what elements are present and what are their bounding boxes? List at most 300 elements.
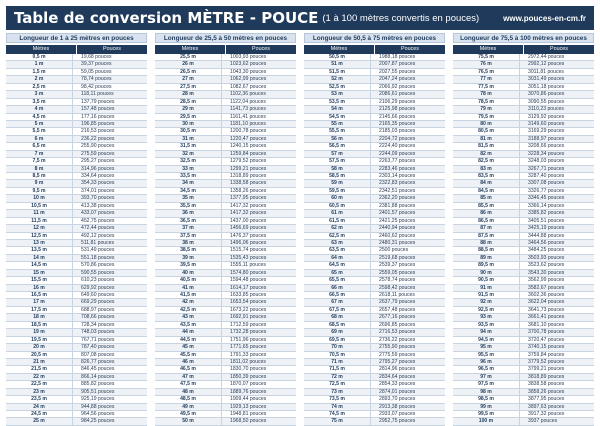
table-row [155,106,296,113]
cell-inches: 393,70 pouces [81,195,115,202]
cell-inches: 2007,87 pouces [379,61,416,68]
cell-inches: 3405,51 pouces [528,217,565,224]
table-row [304,270,445,277]
cell-inches: 2539,37 pouces [379,262,416,269]
table-header [453,45,594,54]
table-row [155,76,296,83]
cell-meters: 16 m [6,285,73,291]
cell-meters: 81,5 m [453,143,520,149]
cell-meters: 55,5 m [304,128,371,134]
cell-inches: 1377,95 pouces [230,195,267,202]
cell-inches: 3917,32 pouces [528,411,565,417]
table-row [453,210,594,217]
cell-meters: 86,5 m [453,218,520,224]
table-row [304,99,445,106]
cell-meters: 49,5 m [155,411,222,417]
cell-inches: 590,55 pouces [81,269,115,276]
cell-meters: 14 m [6,255,73,261]
cell-inches: 3779,52 pouces [528,358,565,365]
cell-inches: 610,23 pouces [81,277,115,284]
cell-inches: 1023,62 pouces [230,61,267,68]
cell-inches: 1771,65 pouces [230,344,267,351]
table-row [304,299,445,306]
cell-inches: 216,53 pouces [81,128,115,135]
table-row [453,396,594,403]
cell-meters: 58 m [304,166,371,172]
cell-meters: 28 m [155,91,222,97]
cell-inches: 2854,33 pouces [379,381,416,388]
cell-inches: 374,01 pouces [81,187,115,194]
cell-inches: 3267,71 pouces [528,165,565,172]
table-row [155,270,296,277]
table-row [453,277,594,284]
cell-meters: 16,5 m [6,292,73,298]
cell-meters: 18 m [6,314,73,320]
cell-meters: 34,5 m [155,188,222,194]
cell-inches: 39,37 pouces [81,61,112,68]
cell-meters: 27,5 m [155,84,222,90]
cell-meters: 42,5 m [155,307,222,313]
cell-meters: 85 m [453,195,520,201]
table-row [155,411,296,418]
cell-inches: 1082,67 pouces [230,83,267,90]
cell-inches: 59,05 pouces [81,68,112,75]
cell-inches: 2440,94 pouces [379,225,416,232]
cell-inches: 767,71 pouces [81,336,115,343]
cell-meters: 39,5 m [155,262,222,268]
cell-inches: 2066,92 pouces [379,83,416,90]
cell-meters: 59,5 m [304,188,371,194]
table-row [6,121,147,128]
cell-meters: 18,5 m [6,322,73,328]
page-header [6,6,594,30]
table-row [453,106,594,113]
cell-meters: 39 m [155,255,222,261]
table-header [6,45,147,54]
table-row [453,158,594,165]
cell-meters: 53,5 m [304,99,371,105]
cell-meters: 41 m [155,285,222,291]
table-row [6,404,147,411]
cell-inches: 472,44 pouces [81,225,115,232]
table-row [6,374,147,381]
table-row [155,285,296,292]
cell-inches: 354,33 pouces [81,180,115,187]
cell-meters: 10 m [6,195,73,201]
table-row [304,84,445,91]
cell-inches: 1751,96 pouces [230,336,267,343]
table-row [155,128,296,135]
cell-meters: 50 m [155,418,222,424]
cell-meters: 51 m [304,61,371,67]
table-row [304,225,445,232]
table-header [304,45,445,54]
table-row [6,359,147,366]
cell-meters: 91,5 m [453,292,520,298]
cell-inches: 1437,00 pouces [230,217,267,224]
cell-meters: 4 m [6,106,73,112]
cell-meters: 56,5 m [304,143,371,149]
cell-meters: 90,5 m [453,277,520,283]
site-url: www.pouces-en-cm.fr [503,13,586,23]
cell-meters: 15 m [6,270,73,276]
cell-inches: 1988,18 pouces [379,54,416,60]
cell-inches: 196,85 pouces [81,120,115,127]
cell-meters: 2,5 m [6,84,73,90]
cell-inches: 2834,64 pouces [379,373,416,380]
cell-inches: 314,96 pouces [81,165,115,172]
cell-meters: 92,5 m [453,307,520,313]
table-row [453,307,594,314]
table-row [304,69,445,76]
table-row [453,151,594,158]
table-row [155,262,296,269]
cell-inches: 2362,20 pouces [379,195,416,202]
table-row [304,240,445,247]
cell-meters: 99,5 m [453,411,520,417]
cell-meters: 85,5 m [453,203,520,209]
cell-inches: 1220,47 pouces [230,135,267,142]
table-row [304,329,445,336]
cell-meters: 80,5 m [453,128,520,134]
cell-meters: 62,5 m [304,233,371,239]
cell-inches: 3464,56 pouces [528,239,565,246]
cell-meters: 100 m [453,418,520,424]
table-row [155,329,296,336]
table-row [155,247,296,254]
cell-inches: 1456,69 pouces [230,225,267,232]
table-row [6,188,147,195]
cell-meters: 47 m [155,374,222,380]
cell-meters: 94,5 m [453,337,520,343]
cell-meters: 69,5 m [304,337,371,343]
cell-inches: 2618,11 pouces [379,292,415,298]
table-row [6,344,147,351]
table-row [6,247,147,254]
cell-meters: 93,5 m [453,322,520,328]
cell-meters: 9,5 m [6,188,73,194]
cell-inches: 2598,42 pouces [379,284,416,291]
table-row [304,151,445,158]
cell-meters: 13,5 m [6,247,73,253]
cell-meters: 64,5 m [304,262,371,268]
cell-meters: 36 m [155,210,222,216]
cell-meters: 71 m [304,359,371,365]
table-row [155,173,296,180]
table-row [304,128,445,135]
table-row [304,404,445,411]
cell-inches: 157,48 pouces [81,106,115,113]
cell-meters: 12 m [6,225,73,231]
cell-meters: 12,5 m [6,233,73,239]
cell-meters: 44,5 m [155,337,222,343]
cell-meters: 35,5 m [155,203,222,209]
column-header-inches: Pouces [524,45,594,54]
table-row [304,396,445,403]
cell-inches: 3425,19 pouces [528,225,565,232]
column-header-inches: Pouces [77,45,147,54]
cell-meters: 70 m [304,344,371,350]
cell-meters: 92 m [453,299,520,305]
cell-meters: 14,5 m [6,262,73,268]
table-row [155,374,296,381]
cell-meters: 89,5 m [453,262,520,268]
cell-inches: 3818,89 pouces [528,373,565,380]
table-row [6,277,147,284]
table-row [304,292,445,299]
table-row [453,136,594,143]
cell-inches: 708,66 pouces [81,314,115,321]
cell-inches: 1830,70 pouces [230,366,267,373]
table-row [453,225,594,232]
cell-inches: 1791,33 pouces [230,351,267,358]
table-row [6,180,147,187]
table-row [155,225,296,232]
cell-inches: 3799,21 pouces [528,366,565,373]
table-row [155,233,296,240]
cell-meters: 23,5 m [6,396,73,402]
table-row [155,84,296,91]
cell-meters: 8 m [6,166,73,172]
conversion-table [155,33,296,426]
column-header-meters: Mètres [6,45,77,54]
cell-meters: 27 m [155,76,222,82]
table-row [453,389,594,396]
cell-inches: 964,56 pouces [81,411,115,417]
cell-inches: 1633,85 pouces [230,292,267,298]
table-title: Longueur de 50,5 à 75 mètres en pouces [304,33,445,43]
cell-inches: 3661,41 pouces [528,314,565,321]
cell-meters: 67 m [304,299,371,305]
table-row [155,91,296,98]
conversion-table [304,33,445,426]
cell-inches: 1259,84 pouces [230,150,267,157]
cell-meters: 26,5 m [155,69,222,75]
cell-meters: 19,5 m [6,337,73,343]
table-row [304,173,445,180]
cell-meters: 11,5 m [6,218,73,224]
table-row [6,240,147,247]
table-row [453,322,594,329]
table-row [453,203,594,210]
cell-inches: 2283,46 pouces [379,165,416,172]
table-row [304,180,445,187]
cell-meters: 31 m [155,136,222,142]
cell-inches: 2303,14 pouces [379,173,416,179]
cell-inches: 2559,05 pouces [379,269,416,276]
cell-inches: 629,92 pouces [81,284,115,291]
table-row [6,54,147,61]
cell-inches: 2874,01 pouces [379,388,416,395]
cell-inches: 1889,76 pouces [230,388,267,395]
table-row [453,337,594,344]
cell-meters: 93 m [453,314,520,320]
cell-inches: 3838,58 pouces [528,381,565,388]
table-row [6,270,147,277]
cell-meters: 22,5 m [6,381,73,387]
cell-meters: 45 m [155,344,222,350]
cell-meters: 4,5 m [6,114,73,120]
cell-meters: 6 m [6,136,73,142]
cell-meters: 74 m [304,404,371,410]
cell-inches: 3248,03 pouces [528,158,565,165]
cell-inches: 1574,80 pouces [230,269,267,276]
table-row [155,292,296,299]
cell-meters: 70,5 m [304,352,371,358]
table-row [453,374,594,381]
cell-meters: 95 m [453,344,520,350]
table-row [453,188,594,195]
cell-inches: 1968,50 pouces [230,418,267,425]
table-row [453,180,594,187]
table-row [155,69,296,76]
cell-meters: 60,5 m [304,203,371,209]
cell-meters: 33 m [155,166,222,172]
cell-inches: 2322,83 pouces [379,180,416,187]
table-row [304,166,445,173]
cell-meters: 46,5 m [155,366,222,372]
cell-meters: 73 m [304,389,371,395]
table-row [453,91,594,98]
cell-meters: 40 m [155,270,222,276]
cell-inches: 2775,59 pouces [379,351,416,358]
cell-meters: 43 m [155,314,222,320]
cell-meters: 38 m [155,240,222,246]
cell-meters: 50,5 m [304,54,371,60]
cell-meters: 35 m [155,195,222,201]
cell-meters: 98,5 m [453,396,520,402]
cell-inches: 1712,59 pouces [230,321,267,328]
table-row [453,299,594,306]
cell-inches: 885,82 pouces [81,381,115,388]
cell-inches: 1161,41 pouces [230,113,266,120]
table-row [155,158,296,165]
cell-inches: 1062,99 pouces [230,76,267,83]
cell-inches: 3169,29 pouces [528,128,565,135]
table-row [155,218,296,225]
cell-meters: 81 m [453,136,520,142]
table-row [304,285,445,292]
cell-meters: 72 m [304,374,371,380]
cell-meters: 95,5 m [453,352,520,358]
table-row [453,99,594,106]
cell-inches: 1043,30 pouces [230,68,267,75]
table-row [6,292,147,299]
table-row [453,240,594,247]
table-row [453,247,594,254]
cell-inches: 1673,22 pouces [230,306,267,313]
cell-inches: 3031,49 pouces [528,76,565,83]
cell-inches: 295,27 pouces [81,158,115,165]
cell-inches: 1279,52 pouces [230,158,267,165]
table-row [304,91,445,98]
table-row [453,84,594,91]
cell-inches: 2480,31 pouces [379,239,416,246]
cell-meters: 56 m [304,136,371,142]
table-row [453,76,594,83]
cell-inches: 1496,06 pouces [230,239,267,246]
table-row [6,262,147,269]
cell-meters: 96,5 m [453,366,520,372]
table-row [155,166,296,173]
cell-meters: 86 m [453,210,520,216]
cell-meters: 29 m [155,106,222,112]
table-row [304,307,445,314]
cell-inches: 1850,39 pouces [230,373,267,380]
cell-meters: 23 m [6,389,73,395]
cell-inches: 866,14 pouces [81,373,115,380]
cell-meters: 76,5 m [453,69,520,75]
cell-meters: 87 m [453,225,520,231]
cell-inches: 807,08 pouces [81,351,115,358]
cell-inches: 2933,07 pouces [379,411,416,417]
cell-meters: 42 m [155,299,222,305]
cell-meters: 37 m [155,225,222,231]
cell-inches: 1614,17 pouces [230,284,267,291]
table-row [304,366,445,373]
table-header [155,45,296,54]
table-row [453,418,594,425]
table-row [453,195,594,202]
cell-inches: 2204,72 pouces [379,135,416,142]
cell-inches: 1141,73 pouces [230,106,266,113]
cell-meters: 32,5 m [155,158,222,164]
table-row [304,337,445,344]
cell-meters: 1,5 m [6,69,73,75]
cell-meters: 3,5 m [6,99,73,105]
table-row [155,61,296,68]
cell-meters: 38,5 m [155,247,222,253]
cell-meters: 74,5 m [304,411,371,417]
cell-inches: 2716,53 pouces [379,329,416,336]
cell-inches: 3110,23 pouces [528,106,564,113]
cell-inches: 2185,03 pouces [379,128,416,135]
cell-meters: 5 m [6,121,73,127]
table-row [6,151,147,158]
table-row [304,374,445,381]
cell-inches: 2677,16 pouces [379,314,416,321]
table-row [6,84,147,91]
table-row [304,411,445,418]
table-row [6,106,147,113]
cell-inches: 3366,14 pouces [528,202,565,209]
cell-meters: 73,5 m [304,396,371,402]
cell-meters: 68,5 m [304,322,371,328]
cell-meters: 31,5 m [155,143,222,149]
table-row [304,359,445,366]
table-row [6,173,147,180]
cell-meters: 78 m [453,91,520,97]
cell-inches: 2755,90 pouces [379,344,416,351]
cell-inches: 2125,98 pouces [379,106,416,113]
cell-meters: 41,5 m [155,292,222,298]
cell-meters: 28,5 m [155,99,222,105]
cell-inches: 2106,29 pouces [379,98,416,105]
table-row [155,344,296,351]
cell-inches: 1555,11 pouces [230,262,266,269]
table-row [453,218,594,225]
cell-inches: 570,86 pouces [81,262,115,269]
table-row [6,166,147,173]
table-body [6,54,147,426]
cell-inches: 1417,32 pouces [230,210,267,217]
cell-inches: 3090,55 pouces [528,98,565,105]
table-row [453,352,594,359]
table-row [304,381,445,388]
cell-meters: 2 m [6,76,73,82]
cell-meters: 51,5 m [304,69,371,75]
cell-meters: 88 m [453,240,520,246]
